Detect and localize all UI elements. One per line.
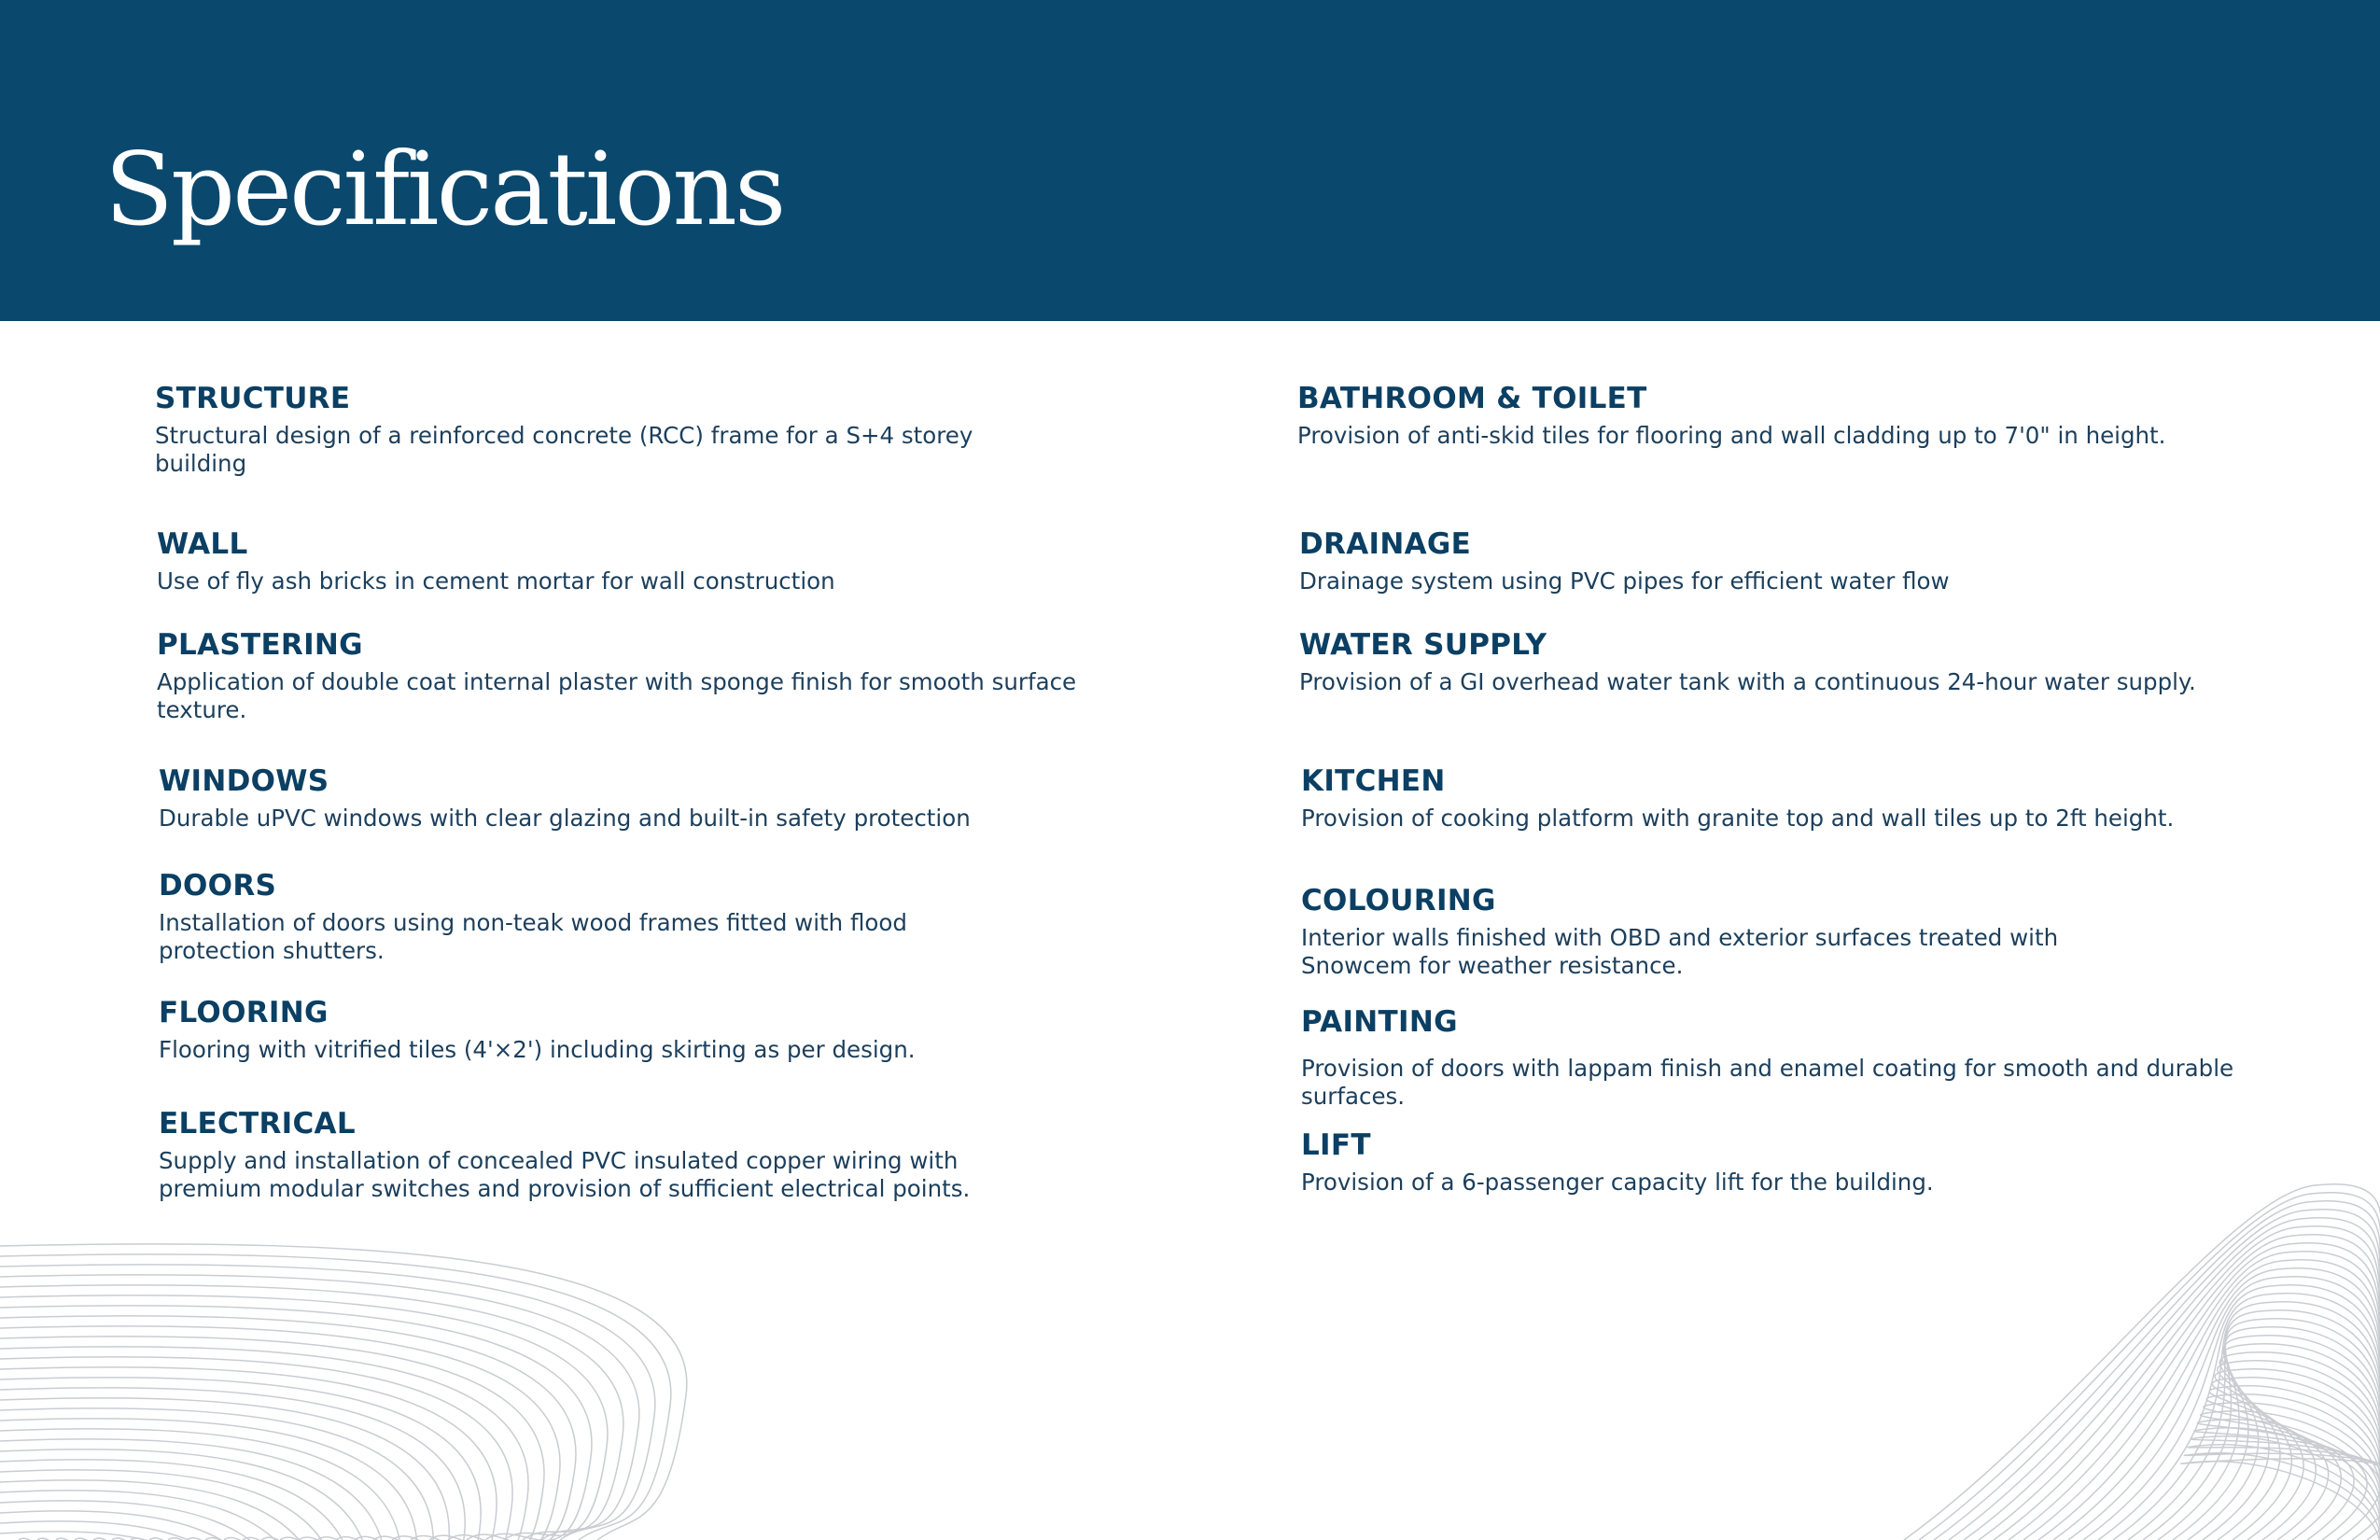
spec-heading: PAINTING bbox=[1301, 1005, 1458, 1039]
spec-description: Structural design of a reinforced concrete (RCC) frame for a S+4 storey building bbox=[155, 421, 973, 477]
wave-line bbox=[0, 1244, 687, 1540]
spec-description: Supply and installation of concealed PVC insulated copper wiring with premium modular switches and provision of sufficient electrical points. bbox=[159, 1146, 971, 1202]
spec-colouring bbox=[1301, 885, 2234, 980]
wave-line bbox=[1904, 1184, 2380, 1540]
wave-lines-right bbox=[1904, 1184, 2380, 1540]
spec-bathroom-toilet bbox=[1297, 383, 2231, 450]
spec-heading: WALL bbox=[157, 527, 248, 561]
wave-line bbox=[0, 1306, 592, 1540]
wave-line bbox=[2009, 1243, 2380, 1540]
wave-line bbox=[0, 1357, 512, 1540]
wave-line bbox=[2173, 1336, 2380, 1540]
wave-line bbox=[2098, 1294, 2380, 1540]
spec-structure bbox=[155, 383, 1088, 478]
wave-line bbox=[0, 1449, 370, 1540]
wave-line bbox=[2083, 1285, 2380, 1540]
wave-line bbox=[0, 1316, 576, 1540]
spec-electrical bbox=[159, 1108, 1092, 1203]
wave-line bbox=[0, 1265, 655, 1540]
wave-line bbox=[2068, 1277, 2380, 1540]
spec-heading: STRUCTURE bbox=[155, 382, 351, 415]
wave-line bbox=[0, 1491, 307, 1540]
spec-description: Drainage system using PVC pipes for efficient water flow bbox=[1299, 567, 1950, 595]
wave-line bbox=[0, 1460, 355, 1540]
spec-heading: COLOURING bbox=[1301, 884, 1496, 917]
spec-wall bbox=[157, 528, 1090, 595]
wave-line bbox=[0, 1254, 671, 1540]
wave-line bbox=[2143, 1319, 2380, 1540]
wave-line bbox=[0, 1285, 623, 1540]
wave-line bbox=[2181, 1459, 2380, 1540]
spec-lift bbox=[1301, 1129, 2234, 1197]
wave-line bbox=[1919, 1193, 2380, 1540]
spec-description: Interior walls finished with OBD and exterior surfaces treated with Snowcem for weather resistance. bbox=[1301, 923, 2059, 979]
spec-heading: KITCHEN bbox=[1301, 764, 1446, 798]
spec-painting bbox=[1301, 1006, 2234, 1111]
wave-line bbox=[0, 1511, 275, 1540]
wave-lines-left bbox=[0, 1244, 687, 1540]
wave-line bbox=[2113, 1302, 2380, 1540]
wave-line bbox=[2128, 1310, 2380, 1540]
wave-line bbox=[0, 1480, 323, 1540]
wave-line bbox=[1964, 1218, 2380, 1540]
wave-line bbox=[2191, 1436, 2380, 1540]
wave-line bbox=[2194, 1428, 2380, 1540]
page-title: Specifications bbox=[105, 132, 784, 248]
wave-line bbox=[0, 1367, 497, 1540]
spec-description: Flooring with vitrified tiles (4'×2') including skirting as per design. bbox=[159, 1035, 916, 1063]
spec-heading: DRAINAGE bbox=[1299, 527, 1472, 561]
wave-line bbox=[0, 1337, 544, 1540]
spec-drainage bbox=[1299, 528, 2233, 595]
wave-line bbox=[2201, 1411, 2380, 1540]
spec-description: Provision of cooking platform with granite top and wall tiles up to 2ft height. bbox=[1301, 804, 2175, 832]
wave-line bbox=[0, 1398, 449, 1540]
wave-line bbox=[0, 1347, 528, 1540]
wave-line bbox=[0, 1408, 433, 1540]
spec-description: Durable uPVC windows with clear glazing and built-in safety protection bbox=[159, 804, 971, 832]
wave-line bbox=[0, 1429, 401, 1540]
wave-line bbox=[2215, 1369, 2380, 1540]
wave-line bbox=[2197, 1420, 2380, 1540]
wave-line bbox=[2218, 1361, 2380, 1540]
spec-description: Provision of a GI overhead water tank with a continuous 24-hour water supply. bbox=[1299, 667, 2196, 695]
wave-line bbox=[1934, 1201, 2380, 1540]
wave-line bbox=[2184, 1453, 2380, 1540]
spec-description: Provision of a 6-passenger capacity lift for the building. bbox=[1301, 1168, 1934, 1196]
spec-description: Installation of doors using non-teak wood frames fitted with flood protection shutters. bbox=[159, 908, 907, 964]
wave-line bbox=[0, 1326, 560, 1540]
wave-line bbox=[0, 1521, 259, 1540]
wave-line bbox=[0, 1439, 385, 1540]
wave-line bbox=[0, 1470, 339, 1540]
spec-plastering bbox=[157, 629, 1090, 724]
wave-line bbox=[2204, 1403, 2380, 1540]
wave-line bbox=[0, 1532, 244, 1540]
spec-heading: PLASTERING bbox=[157, 628, 363, 662]
wave-line bbox=[1949, 1210, 2380, 1540]
spec-description: Use of fly ash bricks in cement mortar for wall construction bbox=[157, 567, 835, 595]
header-banner bbox=[0, 0, 2380, 321]
wave-line bbox=[1979, 1226, 2380, 1540]
wave-line bbox=[0, 1378, 481, 1540]
wave-line bbox=[0, 1388, 465, 1540]
wave-line bbox=[2188, 1445, 2380, 1540]
spec-heading: DOORS bbox=[159, 869, 277, 903]
spec-heading: WATER SUPPLY bbox=[1299, 628, 1547, 662]
wave-line bbox=[0, 1419, 417, 1540]
wave-line bbox=[2023, 1252, 2380, 1540]
spec-heading: FLOORING bbox=[159, 996, 329, 1029]
wave-line bbox=[2212, 1378, 2380, 1540]
spec-windows bbox=[159, 765, 1092, 833]
wave-line bbox=[2158, 1327, 2380, 1540]
wave-line bbox=[2038, 1260, 2380, 1540]
spec-heading: BATHROOM & TOILET bbox=[1297, 382, 1647, 415]
wave-line bbox=[2053, 1268, 2380, 1540]
spec-water-supply bbox=[1299, 629, 2233, 696]
spec-doors bbox=[159, 870, 1092, 965]
spec-flooring bbox=[159, 997, 1092, 1064]
spec-heading: LIFT bbox=[1301, 1128, 1371, 1162]
spec-heading: ELECTRICAL bbox=[159, 1107, 356, 1141]
wave-line bbox=[0, 1501, 291, 1540]
spec-description: Application of double coat internal plaster with sponge finish for smooth surface texture. bbox=[157, 667, 1077, 723]
spec-heading: WINDOWS bbox=[159, 764, 329, 798]
wave-line bbox=[2188, 1344, 2380, 1540]
wave-line bbox=[0, 1295, 608, 1540]
wave-line bbox=[2209, 1386, 2380, 1540]
spec-kitchen bbox=[1301, 765, 2234, 833]
wave-line bbox=[2203, 1352, 2380, 1540]
wave-line bbox=[2206, 1394, 2380, 1540]
wave-line bbox=[1994, 1235, 2380, 1540]
spec-description: Provision of doors with lappam finish and enamel coating for smooth and durable surfaces. bbox=[1301, 1054, 2234, 1110]
wave-line bbox=[0, 1275, 639, 1540]
spec-description: Provision of anti-skid tiles for flooring and wall cladding up to 7'0" in height. bbox=[1297, 421, 2166, 449]
